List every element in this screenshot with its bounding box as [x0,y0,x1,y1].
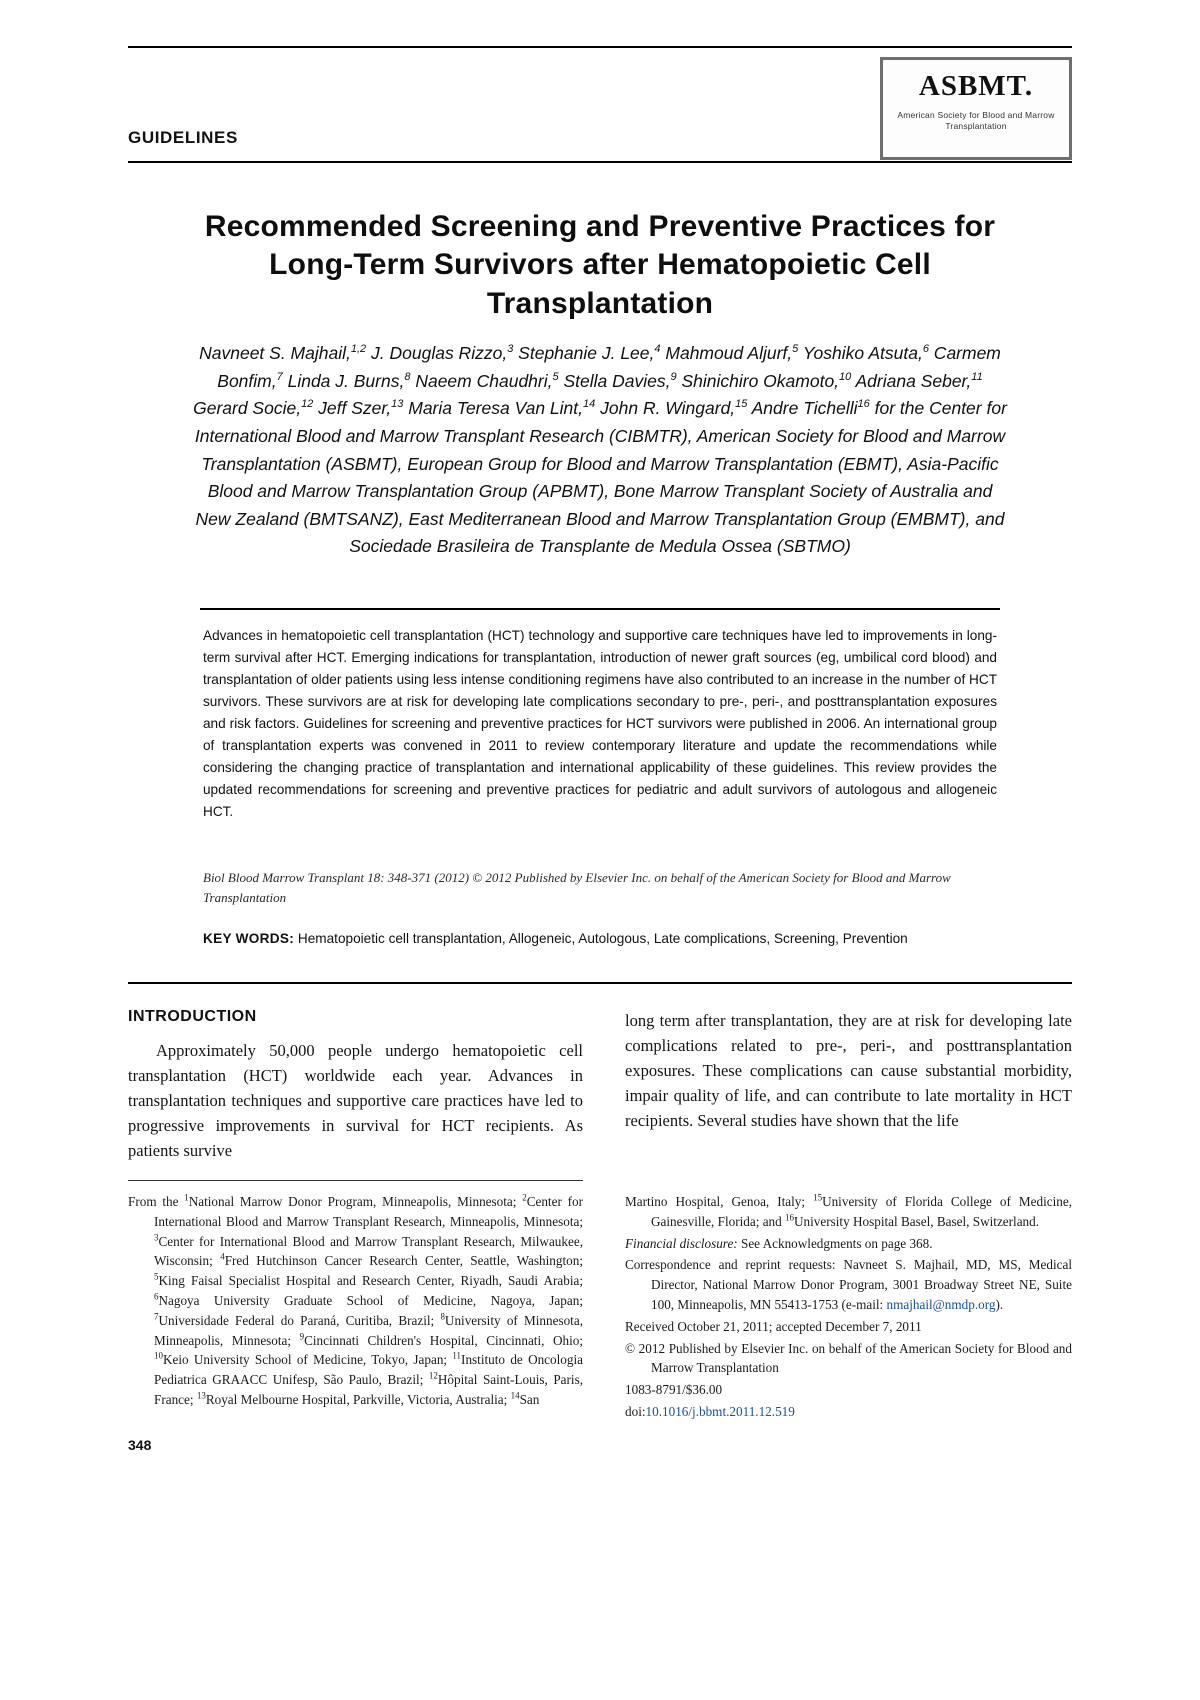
issn-line: 1083-8791/$36.00 [625,1382,723,1398]
author-list: Navneet S. Majhail,$^{1,2}$ J. Douglas Rizzo,$^3$ Stephanie J. Lee,$^4$ Mahmoud Aljurf,$^5$ Yoshiko Atsuta,$^6$ Carmem Bonfim,$^7$ Linda J. Burns,$^8$ Naeem Chaudhri,$^5$ Stella Davies,$^9$ Shinichiro Okamoto,$^{10}$ Adriana Seber,$^{11}$ Gerard Socie,$^{12}$ Jeff Szer,$^{13}$ Maria Teresa Van Lint,$^{14}$ John R. Wingard,$^{15}$ Andre Tichelli$^{16}$ for the Center for International Blood and Marrow Transplant Research (CIBMTR), American Society for Blood and Marrow Transplantation (ASBMT), European Group for Blood and Marrow Transplantation (EBMT), Asia-Pacific Blood and Marrow Transplantation Group (APBMT), Bone Marrow Transplant Society of Australia and New Zealand (BMTSANZ), East Mediterranean Blood and Marrow Transplantation Group (EMBMT), and Sociedade Brasileira de Transplante de Medula Ossea (SBTMO) [193,343,1007,557]
affiliations-text-continued: Martino Hospital, Genoa, Italy; $^{15}$University of Florida College of Medicine, Gainesville, Florida; and $^{16}$University Hospital Basel, Basel, Switzerland. [625,1192,1073,1229]
abstract-text: Advances in hematopoietic cell transplantation (HCT) technology and supportive care techniques have led to improvements in long-term survival after HCT. Emerging indications for transplantation, introduction of newer graft sources (eg, umbilical cord blood) and transplantation of older patients using less intense conditioning regimens have also contributed to an increase in the number of HCT survivors. These survivors are at risk for developing late complications secondary to pre-, peri-, and posttransplantation exposures and risk factors. Guidelines for screening and preventive practices for HCT survivors were published in 2006. An international group of transplantation experts was convened in 2011 to review contemporary literature and update the recommendations while considering the changing practice of transplantation and international applicability of these guidelines. This review provides the updated recommendations for screening and preventive practices for pediatric and adult survivors of autologous and allogeneic HCT. [203,628,997,820]
header-rule [128,161,1072,163]
asbmt-logo [880,57,1072,160]
page-number: 348 [128,1437,152,1453]
correspondence-tail: ). [995,1296,1004,1312]
keywords-label: KEY WORDS: [203,931,295,946]
biblio-line: Biol Blood Marrow Transplant 18: 348-371 (2012) © 2012 Published by Elsevier Inc. on behalf of the American Society for Blood and Marrow Transplantation [203,870,951,906]
financial-disclosure [625,1234,1072,1254]
abstract-top-rule [200,608,1000,610]
introduction-paragraph-left: Approximately 50,000 people undergo hematopoietic cell transplantation (HCT) worldwide each year. Advances in transplantation techniques and supportive care practices have led to progressive improvements in survival for HCT recipients. As patients survive [128,1041,583,1161]
body-column-right [625,1008,1072,1133]
correspondence [625,1255,1072,1314]
footnote-affiliations-left [128,1192,583,1412]
introduction-heading: INTRODUCTION [128,1008,257,1025]
affiliations-text: From the $^1$National Marrow Donor Program, Minneapolis, Minnesota; $^2$Center for International Blood and Marrow Transplant Research, Minneapolis, Minnesota; $^3$Center for International Blood and Marrow Transplant Research, Milwaukee, Wisconsin; $^4$Fred Hutchinson Cancer Research Center, Seattle, Washington; $^5$King Faisal Specialist Hospital and Research Center, Riyadh, Saudi Arabia; $^6$Nagoya University Graduate School of Medicine, Nagoya, Japan; $^7$Universidade Federal do Paraná, Curitiba, Brazil; $^8$University of Minnesota, Minneapolis, Minnesota; $^9$Cincinnati Children's Hospital, Cincinnati, Ohio; $^{10}$Keio University School of Medicine, Tokyo, Japan; $^{11}$Instituto de Oncologia Pediatrica GRAACC Unifesp, São Paulo, Brazil; $^{12}$Hôpital Saint-Louis, Paris, France; $^{13}$Royal Melbourne Hospital, Parkville, Victoria, Australia; $^{14}$San [128,1192,584,1407]
doi-line [625,1402,1072,1422]
footnote-rule [128,1180,583,1181]
copyright-line: © 2012 Published by Elsevier Inc. on behalf of the American Society for Blood and Marrow Transplantation [625,1340,1072,1376]
introduction-paragraph-right: long term after transplantation, they are at risk for developing late complications related to pre-, peri-, and posttransplantation exposures. These complications can cause substantial morbidity, impair quality of life, and can contribute to late mortality in HCT recipients. Several studies have shown that the life [625,1011,1072,1131]
section-label: GUIDELINES [128,128,238,147]
page-title: Recommended Screening and Preventive Practices for Long-Term Survivors after Hematopoietic Cell Transplantation [204,210,996,320]
keywords [203,928,997,949]
financial-disclosure-text: See Acknowledgments on page 368. [737,1235,933,1251]
doi-label: doi: [625,1403,646,1419]
footnote-column-right [625,1192,1072,1424]
abstract-bottom-rule [128,982,1072,984]
correspondence-email-link[interactable]: nmajhail@nmdp.org [886,1296,996,1312]
body-column-left [128,1008,583,1163]
asbmt-logo-mark: ASBMT. [918,70,1034,102]
doi-link[interactable]: 10.1016/j.bbmt.2011.12.519 [645,1403,795,1419]
keywords-value: Hematopoietic cell transplantation, Allogeneic, Autologous, Late complications, Screening, Prevention [297,931,908,946]
financial-disclosure-label: Financial disclosure: [625,1235,738,1251]
top-rule [128,46,1072,48]
received-line: Received October 21, 2011; accepted December 7, 2011 [625,1318,922,1334]
correspondence-text: Correspondence and reprint requests: Navneet S. Majhail, MD, MS, Medical Director, National Marrow Donor Program, 3001 Broadway Street NE, Suite 100, Minneapolis, MN 55413-1753 (e-mail: [625,1257,1072,1312]
asbmt-logo-subtitle: American Society for Blood and Marrow Transplantation [897,110,1055,132]
